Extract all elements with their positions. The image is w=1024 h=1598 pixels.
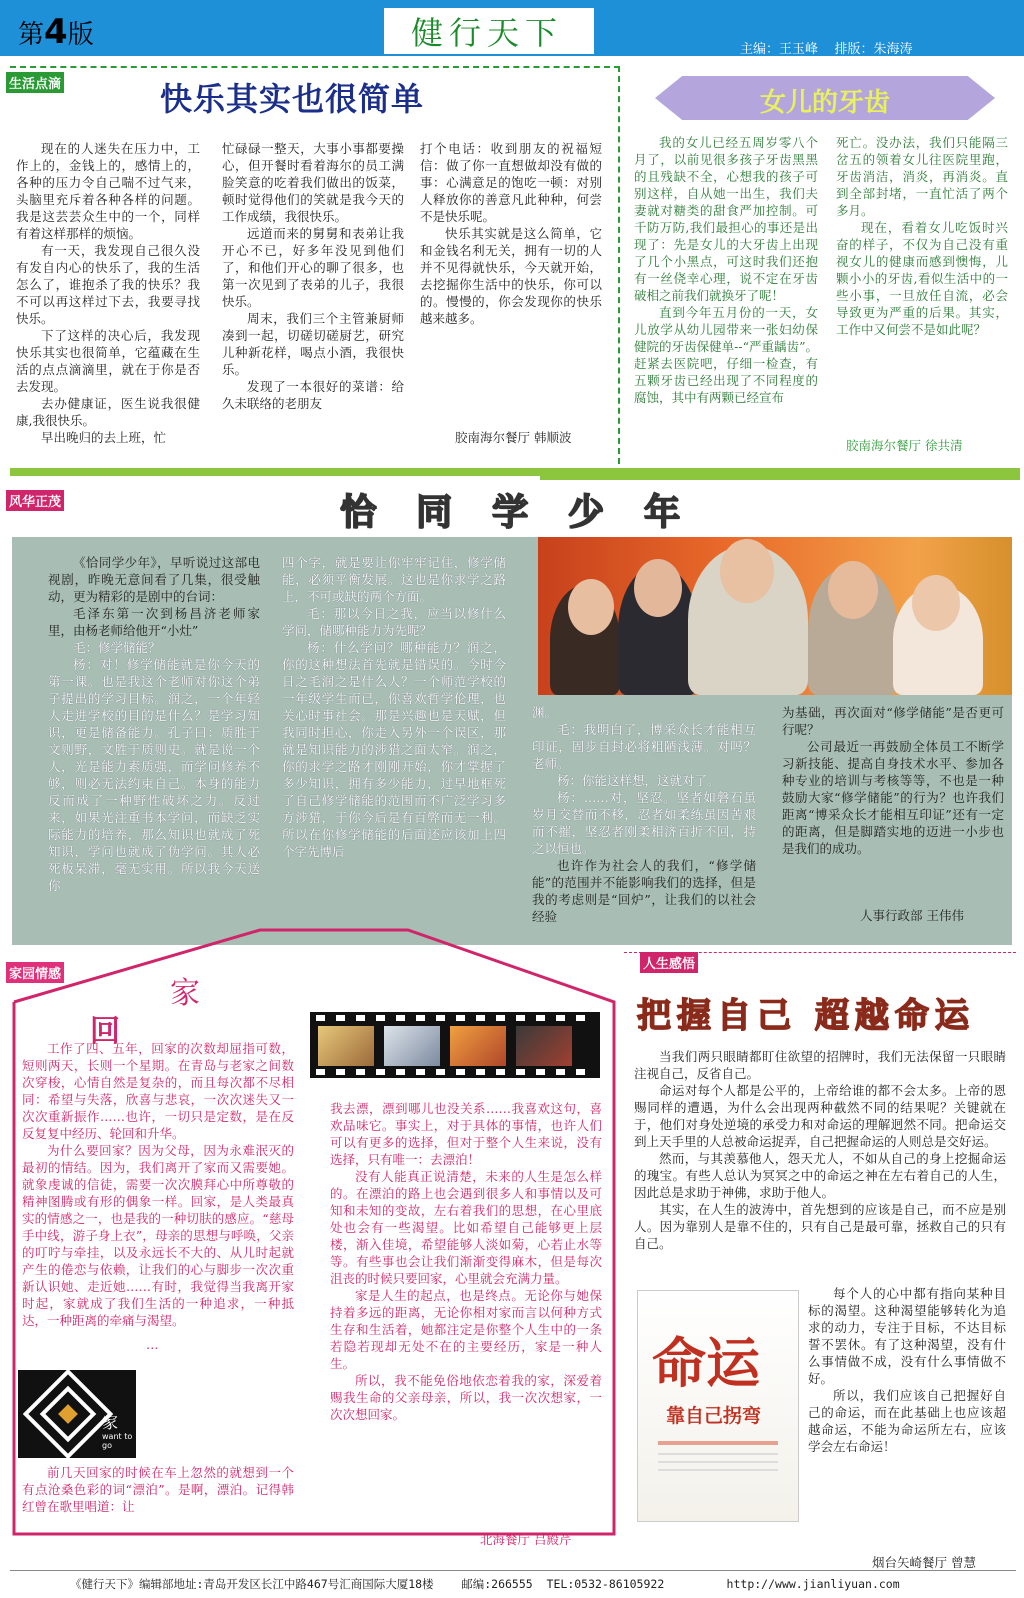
film-hole: [396, 1015, 405, 1021]
film-hole: [316, 1069, 325, 1075]
section5-tag: 人生感悟: [640, 952, 698, 973]
paragraph: 毛：我明白了，博采众长才能相互印证，固步自封必将粗陋浅薄。对吗？老师。: [532, 722, 756, 771]
film-hole: [576, 1069, 585, 1075]
footer-rule: [10, 1570, 1016, 1571]
logo-label: 家: [102, 1413, 119, 1432]
section3-col1: [48, 554, 260, 940]
section2-title: 女儿的牙齿: [759, 88, 890, 118]
section3-tag: 风华正茂: [6, 490, 64, 511]
paragraph: 然而，与其羡慕他人，怨天尤人，不如从自己的身上挖掘命运的瑰宝。有些人总认为冥冥之中的命运之神在左右着自己的人生，因此总是求助于神佛，求助于他人。: [634, 1151, 1006, 1200]
paragraph: 命运对每个人都是公平的，上帝给谁的都不会太多。上帝的恩赐同样的遭遇，为什么会出现两种截然不同的结果呢？关键就在于，他们对身处逆境的承受力和对命运的理解迥然不同。把命运交到上天手里的人总被命运捉弄，自己把握命运的人则总是交好运。: [634, 1083, 1006, 1149]
section3-author: 人事行政部 王伟伟: [860, 908, 964, 923]
film-hole: [496, 1069, 505, 1075]
masthead-title: 健行天下: [410, 14, 563, 52]
logo-small-label: want to go: [102, 1432, 133, 1450]
film-hole: [336, 1015, 345, 1021]
section5-author: 烟台矢崎餐厅 曾慧: [872, 1555, 976, 1570]
film-hole: [336, 1069, 345, 1075]
editor-credits: 主编：王玉峰 排版：朱海涛: [740, 42, 913, 57]
cast-face: [912, 575, 960, 631]
section1-col2: [222, 140, 404, 440]
film-hole: [576, 1015, 585, 1021]
film-hole: [556, 1015, 565, 1021]
paragraph: 《恰同学少年》，早听说过这部电视剧，昨晚无意间看了几集，很受触动，更为精彩的是剧中的台词：: [48, 555, 260, 604]
paragraph: 所以，我们应该自己把握好自己的命运，而在此基础上也应该超越命运，不能为命运所左右，应该学会左右命运！: [808, 1388, 1006, 1454]
book-rule: [658, 1441, 778, 1445]
book-subtitle: 靠自己拐弯: [666, 1405, 762, 1427]
section3-col2: [282, 554, 506, 924]
footer-address: 《健行天下》编辑部地址:青岛开发区长江中路467号汇商国际大厦18楼 邮编:266555 TEL:0532-86105922 http://www.jianliyuan.com: [70, 1577, 900, 1591]
filmstrip-image: [310, 1012, 600, 1078]
cast-face: [828, 561, 878, 619]
paragraph: 毛：那以今日之我，应当以修什么学问，储哪种能力为先呢？: [282, 606, 506, 638]
book-rule: [658, 1461, 778, 1463]
film-hole: [476, 1015, 485, 1021]
paragraph: 为基础，再次面对“修学储能”是否更可行呢？: [782, 705, 1004, 737]
section4-title-home: 家: [170, 976, 200, 1011]
film-hole: [356, 1069, 365, 1075]
page-prefix: 第: [18, 20, 45, 50]
film-hole: [496, 1015, 505, 1021]
section4-author: 北海餐厅 吕殿芹: [480, 1532, 572, 1547]
paragraph: 工作了四、五年，回家的次数却屈指可数，短则两天，长则一个星期。在青岛与老家之间数次穿梭，心情自然是复杂的，而且每次都不尽相同：希望与失落，欣喜与悲哀，一次次迷失又一次次重新振作……也许，一切只是定数，是在反反复复中经历、轮回和升华。: [22, 1041, 294, 1141]
film-hole: [436, 1015, 445, 1021]
film-hole: [356, 1015, 365, 1021]
section1-col3: [420, 140, 602, 380]
paragraph: 为什么要回家？因为父母，因为永难泯灭的最初的情结。因为，我们离开了家而又需要她。就象虔诚的信徒，需要一次次膜拜心中所尊敬的精神图腾或有形的偶象一样。回家，是人类最真实的情感之一，也是我的一种切肤的感应。“慈母手中线，游子身上衣”，母亲的思想与呼唤，父亲的叮咛与牵挂，以及永远长不大的、从儿时起就产生的倦恋与依赖，让我们的心与脚步一次次重新认识她、走近她……有时，我觉得当我离开家时起，家就成了我们生活的一种追求，一种抵达，一种距离的牵痛与渴望。: [22, 1143, 294, 1328]
section1-col1: [16, 140, 200, 445]
film-hole: [516, 1069, 525, 1075]
paragraph: 直到今年五月份的一天，女儿放学从幼儿园带来一张妇幼保健院的牙齿保健单--“严重龋齿”。赶紧去医院吧，仔细一检查，有五颗牙齿已经出现了不同程度的腐蚀，其中有两颗已经宣布: [634, 305, 818, 405]
section3-title: 恰同学少年: [339, 492, 720, 533]
paragraph: 也许作为社会人的我们，“修学储能”的范围并不能影响我们的选择，但是我的考虑则是“回炉”，让我们的以社会经验: [532, 858, 756, 924]
paragraph: 杨：什么学问？哪种能力？润之，你的这种想法首先就是错误的。今时今日之毛润之是什么人？一个师范学校的一年级学生而已，你喜欢哲学伦理，也关心时事社会。那是兴趣也是天赋，但我同时担心，你走入另外一个误区，那就是知识能力的涉猎之面太窄。润之，你的求学之路才刚刚开始，你才掌握了多少知识，拥有多少能力，过早地框死了自己修学储能的范围而不广泛学习多方涉猎，于你今后是有百弊而无一利。所以在你修学储能的后面还应该加上四个字先博后: [282, 640, 506, 859]
paragraph: 下了这样的决心后，我发现快乐其实也很简单，它蕴藏在生活的点点滴滴里，就在于你是否去发现。: [16, 328, 200, 394]
book-rule: [658, 1469, 778, 1471]
divider-bar-accent: [540, 476, 1020, 480]
film-hole: [376, 1069, 385, 1075]
film-hole: [416, 1069, 425, 1075]
film-hole: [536, 1015, 545, 1021]
page-number: [18, 12, 94, 52]
film-hole: [316, 1015, 325, 1021]
section4-title-return: 回: [90, 1014, 120, 1049]
paragraph: 杨：对！修学储能就是你今天的第一课。也是我这个老师对你这个弟子提出的学习目标。润之，一个年轻人走进学校的目的是什么？是学习知识，更是储备能力。孔子曰：质胜于文则野，文胜于质则史。就是说一个人，光是能力素质强，而学问修养不够，则必无法约束自己。本身的能力反而成了一种野性破坏之力。反过来，如果光注重书本学问，而缺乏实际能力的培养，那么知识也就成了死知识，学问也就成了伪学问。其人必死板呆滞，毫无实用。所以我今天送你: [48, 657, 260, 893]
film-frame-photo: [516, 1026, 572, 1066]
film-hole: [456, 1015, 465, 1021]
film-hole: [536, 1069, 545, 1075]
section5-text-top: [634, 1048, 1006, 1280]
section2-col2: [836, 134, 1008, 414]
paragraph: 去办健康证，医生说我很健康,我很快乐。: [16, 396, 200, 428]
paragraph: 公司最近一再鼓励全体员工不断学习新技能、提高自身技术水平、参加各种专业的培训与考核等等，不也是一种鼓励大家“修学储能”的行为？也许我们距离“博采众长才能相互印证”还有一定的距离，但是脚踏实地的迈进一小步也是我们的成功。: [782, 739, 1004, 856]
paragraph: 没有人能真正说清楚，未来的人生是怎么样的。在漂泊的路上也会遇到很多人和事情以及可知和未知的变故，左右着我们的思想，在心里底处也会有一些渴望。比如希望自己能够更上层楼，渐入佳境，希望能够人淡如菊，心若止水等等。有些事也会让我们渐渐变得麻木，但是每次沮丧的时候只要回家，心里就会充满力量。: [330, 1169, 602, 1286]
section4-col1-end: [22, 1464, 294, 1514]
section4-tag: 家园情感: [6, 962, 64, 983]
film-frame-photo: [384, 1026, 440, 1066]
section4-col1: [22, 1040, 294, 1330]
book-title: 命运: [652, 1331, 760, 1395]
film-hole: [516, 1015, 525, 1021]
paragraph: 前几天回家的时候在车上忽然的就想到一个有点沧桑色彩的词“漂泊”。是啊，漂泊。记得韩红曾在歌里唱道：让: [22, 1465, 294, 1514]
film-hole: [396, 1069, 405, 1075]
paragraph: 当我们两只眼睛都盯住欲望的招牌时，我们无法保留一只眼睛注视自己，反省自己。: [634, 1049, 1006, 1081]
paragraph: 毛：修学储能？: [73, 640, 161, 655]
film-hole: [436, 1069, 445, 1075]
paragraph: 渊。: [532, 705, 558, 720]
paragraph: 四个字，就是要让你牢牢记住，修学储能，必须平衡发展。这也是你求学之路上，不可或缺的两个方面。: [282, 555, 506, 604]
paragraph: 打个电话：收到朋友的祝福短信：做了你一直想做却没有做的事：心满意足的饱吃一顿：对别人释放你的善意凡此种种，何尝不是快乐呢。: [420, 141, 602, 224]
paragraph: 快乐其实就是这么简单，它和金钱名利无关，拥有一切的人并不见得就快乐，今天就开始，去挖掘你生活中的快乐，你可以的。慢慢的，你会发现你的快乐越来越多。: [420, 226, 602, 326]
section5-title: 把握自己 超越命运: [637, 996, 975, 1036]
paragraph: 所以，我不能免俗地依恋着我的家，深爱着赐我生命的父亲母亲，所以，我一次次想家，一次次想回家。: [330, 1373, 602, 1422]
section4-col2: [330, 1100, 602, 1480]
cast-face: [568, 579, 614, 635]
paragraph: 家是人生的起点，也是终点。无论你与她保持着多远的距离，无论你相对家而言以何种方式生存和生活着，她都注定是你整个人生中的一条若隐若现却无处不在的主要经历，家是一种人生。: [330, 1288, 602, 1371]
film-hole: [376, 1015, 385, 1021]
section1-tag: 生活点滴: [6, 72, 64, 93]
paragraph: 我的女儿已经五周岁零八个月了，以前见很多孩子牙齿黑黑的且残缺不全，心想我的孩子可别这样，自从她一出生，我们夫妻就对糖类的甜食严加控制。可千防万防,我们最担心的事还是出现了：先是女儿的大牙齿上出现了几个小黑点，可这时我们还抱有一丝侥幸心理，说不定在牙齿破相之前我们就换牙了呢！: [634, 135, 818, 303]
cast-face: [720, 539, 774, 603]
book-cover-image: [637, 1290, 799, 1522]
drama-cast-photo: [538, 537, 1012, 695]
paragraph: 有一天，我发现自己很久没有发自内心的快乐了，我的生活怎么了，谁抱杀了我的快乐？我不可以再这样过下去，我要寻找快乐。: [16, 243, 200, 326]
cast-face: [634, 559, 682, 617]
paragraph: 周末，我们三个主管兼厨师凑到一起，切磋切磋厨艺，研究儿种新花样，喝点小酒，我很快乐。: [222, 311, 404, 377]
film-hole: [476, 1069, 485, 1075]
paragraph: 杨：……对，坚忍。坚者如磐石虽岁月交替而不移，忍者如柔练虽因苦艰而不摧，坚忍者刚柔相济百折不回，持之以恒也。: [532, 790, 756, 856]
film-frame-photo: [318, 1026, 374, 1066]
section1-title: 快乐其实也很简单: [160, 80, 425, 118]
paragraph: 现在的人迷失在压力中，工作上的，金钱上的，感情上的，各种的压力令自己喘不过气来，头脑里充斥着各种各样的问题。我是这芸芸众生中的一个，同样有着这样那样的烦恼。: [16, 141, 200, 241]
paragraph: 死亡。没办法，我们只能隔三岔五的领着女儿往医院里跑，牙齿消洁，消炎，再消炎。直到全部封堵，一直忙活了两个多月。: [836, 135, 1008, 218]
section5-text-right: [808, 1285, 1006, 1475]
section4-col1-cont: …: [146, 1337, 159, 1352]
paragraph: 发现了一本很好的菜谱：给久未联络的老朋友: [222, 379, 404, 411]
section2-author: 胶南海尔餐厅 徐共清: [846, 438, 963, 453]
paragraph: 杨：你能这样想，这就对了。: [557, 773, 720, 788]
page-suffix: 版: [67, 20, 94, 50]
divider-bar: [10, 468, 1020, 476]
paragraph: 早出晚归的去上班，忙: [41, 430, 167, 445]
paragraph: 毛泽东第一次到杨昌济老师家里，由杨老师给他开“小灶”: [48, 606, 260, 638]
section2-col1: [634, 134, 818, 454]
paragraph: 其实，在人生的波涛中，首先想到的应该是自己，而不应是别人。因为靠别人是靠不住的，只有自己是最可靠，拯救自己的只有自己。: [634, 1202, 1006, 1251]
paragraph: 每个人的心中都有指向某种目标的渴望。这种渴望能够转化为追求的动力，专注于目标，不达目标誓不罢休。有了这种渴望，没有什么事情做不成，没有什么事情做不好。: [808, 1286, 1006, 1386]
paragraph: 我去漂，漂到哪儿也没关系……我喜欢这句，喜欢品味它。事实上，对于具体的事情，也许人们可以有更多的选择，但对于整个人生来说，没有选择，只有唯一：去漂泊！: [330, 1101, 602, 1167]
film-hole: [556, 1069, 565, 1075]
paragraph: 远道而来的舅舅和表弟让我开心不已，好多年没见到他们了，和他们开心的聊了很多，也第一次见到了表弟的儿子，我很快乐。: [222, 226, 404, 309]
section1-author: 胶南海尔餐厅 韩顺波: [455, 430, 572, 445]
home-logo: [18, 1370, 136, 1458]
section3-col4: [782, 704, 1004, 864]
film-hole: [416, 1015, 425, 1021]
page-num: 4: [44, 12, 68, 52]
book-rule: [658, 1453, 778, 1455]
film-frame-photo: [450, 1026, 506, 1066]
paragraph: 忙碌碌一整天，大事小事都要操心，但开餐时看着海尔的员工满脸笑意的吃着我们做出的饭菜，顿时觉得他们的笑就是我今天的工作成绩，我很快乐。: [222, 141, 404, 224]
film-hole: [456, 1069, 465, 1075]
paragraph: 现在，看着女儿吃饭时兴奋的样子，不仅为自己没有重视女儿的健康而感到懊悔，儿颗小小的牙齿,看似生活中的一些小事，一旦放任自流，必会导致更为严重的后果。其实，工作中又何尝不是如此呢？: [836, 220, 1008, 337]
section3-col3: [532, 704, 756, 940]
